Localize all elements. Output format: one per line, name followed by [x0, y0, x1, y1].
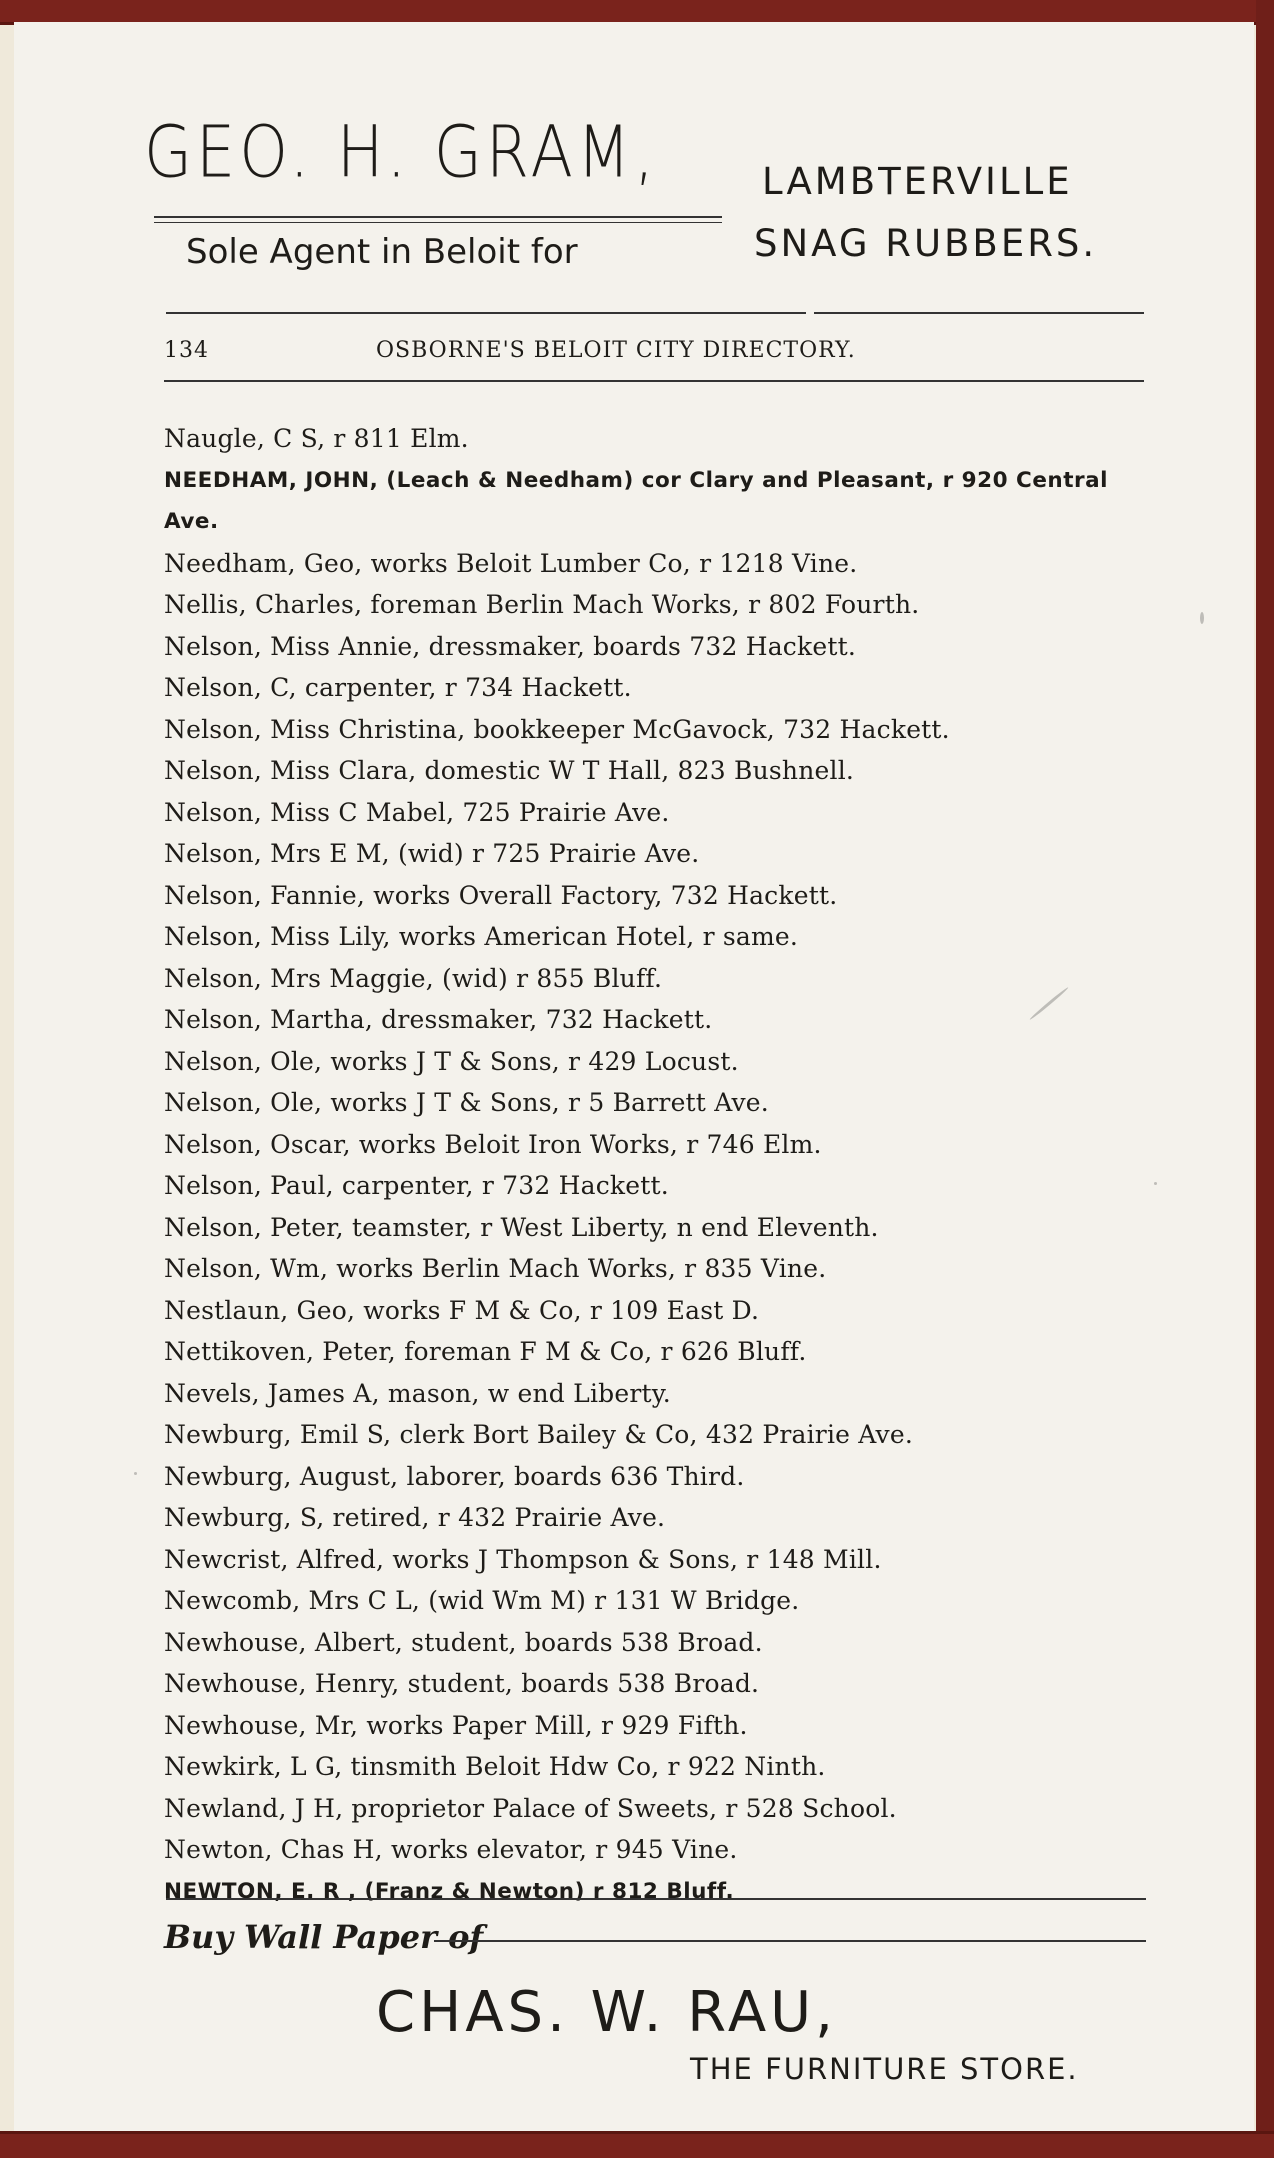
- buy-line-rule: [434, 1940, 1146, 1942]
- directory-entry: Nevels, James A, mason, w end Liberty.: [164, 1378, 671, 1408]
- directory-entry: Nelson, Ole, works J T & Sons, r 5 Barrett Ave.: [164, 1088, 769, 1117]
- advertiser-name: GEO. H. GRAM,: [144, 110, 659, 194]
- brand-line-2: SNAG RUBBERS.: [754, 222, 1098, 265]
- directory-entry: Nelson, Peter, teamster, r West Liberty, n end Eleventh.: [164, 1212, 879, 1242]
- directory-entry: Newhouse, Albert, student, boards 538 Broad.: [164, 1627, 763, 1657]
- directory-entry: Nelson, Martha, dressmaker, 732 Hackett.: [164, 1005, 713, 1034]
- sole-agent-line: Sole Agent in Beloit for: [186, 232, 578, 272]
- directory-entry: Nelson, Miss Annie, dressmaker, boards 732 Hackett.: [164, 631, 856, 661]
- ink-speck: [1154, 1182, 1157, 1185]
- running-head-rule: [164, 380, 1144, 382]
- directory-entry: Nelson, Ole, works J T & Sons, r 429 Locust.: [164, 1046, 739, 1076]
- directory-entry: Nellis, Charles, foreman Berlin Mach Works, r 802 Fourth.: [164, 590, 920, 619]
- directory-entry: Newhouse, Henry, student, boards 538 Broad.: [164, 1669, 760, 1698]
- page-number: 134: [164, 338, 209, 363]
- directory-entry: Nelson, Mrs E M, (wid) r 725 Prairie Ave.: [164, 839, 700, 868]
- directory-entries: [164, 418, 1174, 1912]
- directory-entry: Nelson, Oscar, works Beloit Iron Works, r 746 Elm.: [164, 1129, 822, 1159]
- directory-entry: Newburg, S, retired, r 432 Prairie Ave.: [164, 1503, 666, 1532]
- directory-entry: Newland, J H, proprietor Palace of Sweets, r 528 School.: [164, 1793, 897, 1823]
- directory-entry: Nelson, Paul, carpenter, r 732 Hackett.: [164, 1171, 669, 1200]
- footer-tagline: THE FURNITURE STORE.: [690, 2052, 1079, 2086]
- book-binding-edge: [1256, 0, 1274, 2158]
- directory-entry: Needham, Geo, works Beloit Lumber Co, r 1218 Vine.: [164, 548, 858, 578]
- directory-entry: Newhouse, Mr, works Paper Mill, r 929 Fifth.: [164, 1710, 748, 1740]
- ink-speck: [134, 1472, 137, 1475]
- directory-entry: Nelson, Wm, works Berlin Mach Works, r 835 Vine.: [164, 1254, 827, 1283]
- directory-entry: Nelson, Mrs Maggie, (wid) r 855 Bluff.: [164, 963, 663, 993]
- ad-rule: [154, 222, 722, 223]
- book-binding-bottom: [0, 2131, 1274, 2158]
- header-divider: [166, 312, 806, 314]
- directory-entry: Newcrist, Alfred, works J Thompson & Sons, r 148 Mill.: [164, 1544, 882, 1574]
- directory-entry: Nelson, Miss Christina, bookkeeper McGavock, 732 Hackett.: [164, 714, 950, 744]
- directory-entry: Nettikoven, Peter, foreman F M & Co, r 626 Bluff.: [164, 1337, 807, 1366]
- footer-divider: [166, 1898, 1146, 1900]
- directory-entry: Newcomb, Mrs C L, (wid Wm M) r 131 W Bridge.: [164, 1586, 800, 1615]
- header-advertisement: [144, 110, 1144, 300]
- footer-advertiser-name: CHAS. W. RAU,: [376, 1980, 837, 2045]
- ad-rule: [154, 216, 722, 218]
- directory-entry: Newkirk, L G, tinsmith Beloit Hdw Co, r 922 Ninth.: [164, 1752, 826, 1781]
- directory-entry: Nelson, C, carpenter, r 734 Hackett.: [164, 673, 632, 702]
- directory-entry: Nelson, Fannie, works Overall Factory, 732 Hackett.: [164, 880, 838, 910]
- directory-entry: Nelson, Miss Lily, works American Hotel, r same.: [164, 922, 799, 951]
- directory-entry: NEWTON, E. R , (Franz & Newton) r 812 Bluff.: [164, 1878, 735, 1904]
- buy-line: Buy Wall Paper of: [164, 1918, 484, 1956]
- ink-speck: [1200, 612, 1204, 624]
- directory-entry: Naugle, C S, r 811 Elm.: [164, 424, 469, 453]
- directory-entry: Newburg, August, laborer, boards 636 Third.: [164, 1461, 745, 1491]
- directory-entry: NEEDHAM, JOHN, (Leach & Needham) cor Clary and Pleasant, r 920 Central Ave.: [164, 467, 1108, 534]
- header-divider: [814, 312, 1144, 314]
- directory-entry: Nestlaun, Geo, works F M & Co, r 109 East D.: [164, 1295, 760, 1325]
- running-head: [164, 334, 1144, 374]
- directory-title: OSBORNE'S BELOIT CITY DIRECTORY.: [376, 338, 856, 363]
- brand-line-1: LAMBTERVILLE: [762, 160, 1073, 203]
- directory-page: [14, 22, 1254, 2132]
- directory-entry: Newburg, Emil S, clerk Bort Bailey & Co, 432 Prairie Ave.: [164, 1420, 913, 1449]
- directory-entry: Nelson, Miss Clara, domestic W T Hall, 823 Bushnell.: [164, 756, 855, 785]
- directory-entry: Nelson, Miss C Mabel, 725 Prairie Ave.: [164, 797, 670, 827]
- directory-entry: Newton, Chas H, works elevator, r 945 Vine.: [164, 1835, 738, 1864]
